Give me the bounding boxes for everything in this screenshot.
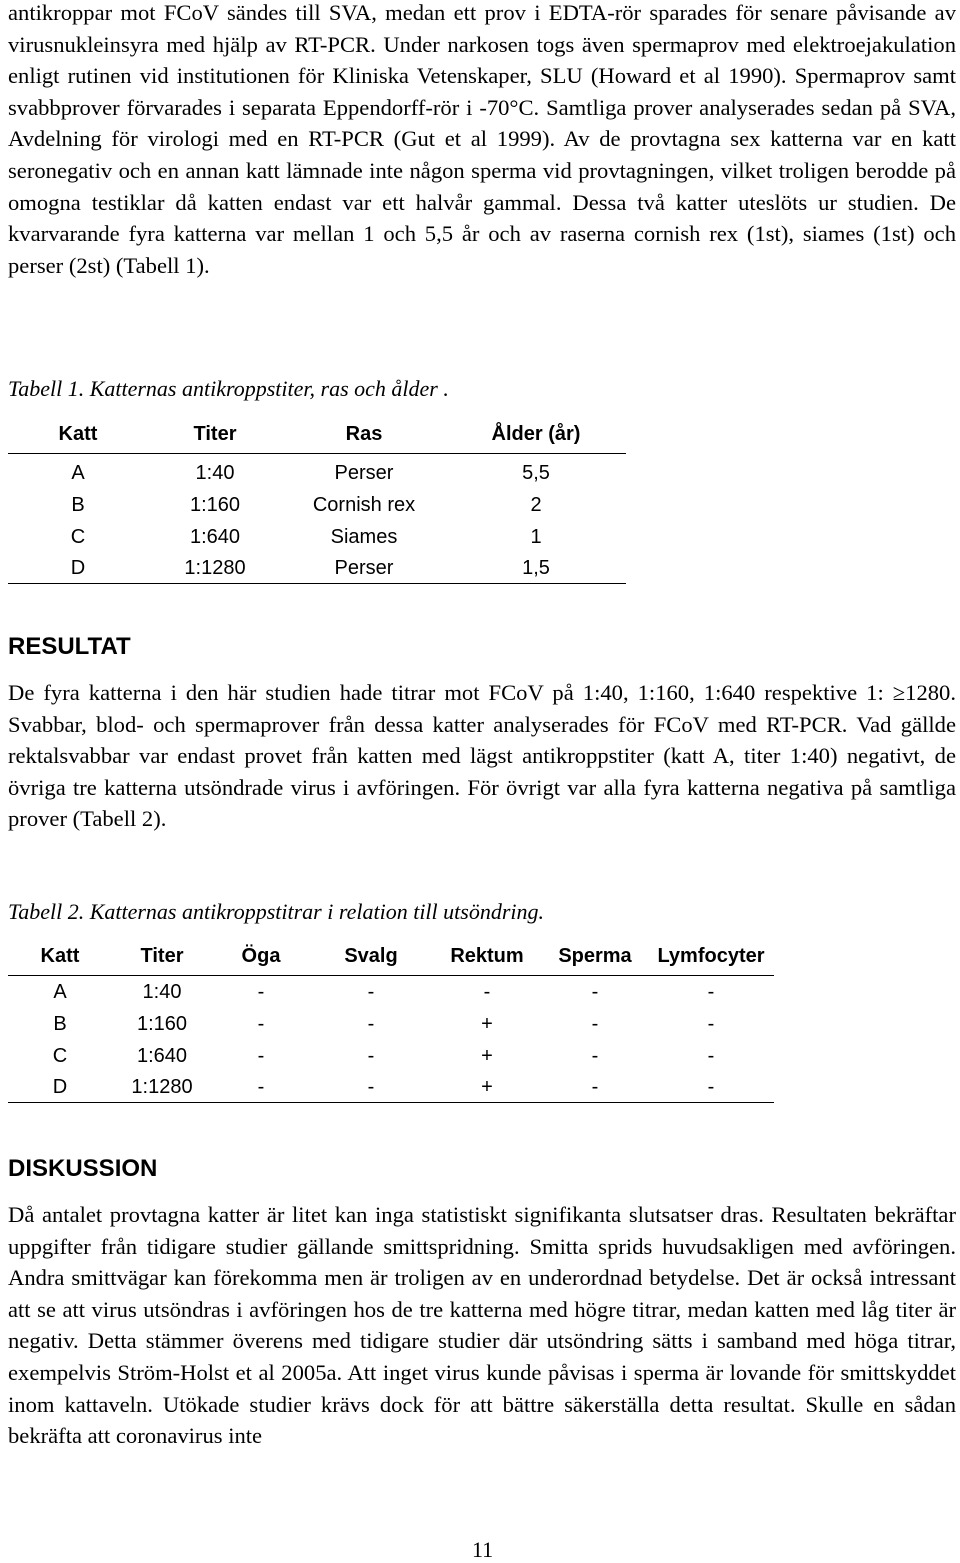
table-2-header-lymfocyter: Lymfocyter — [648, 937, 774, 976]
intro-paragraph: antikroppar mot FCoV sändes till SVA, medan ett prov i EDTA-rör sparades för senare påvisande av virusnukleinsyra med hjälp av RT-PCR. Under narkosen togs även spermaprov med elektroejakulation enligt rutinen vid institutionen för Kliniska Vetenskaper, SLU (Howard et al 1990). Spermaprov samt svabbprover förvarades i separata Eppendorff-rör i -70°C. Samtliga prover analyserades sedan på SVA, Avdelning för virologi med en RT-PCR (Gut et al 1999). Av de provtagna sex katterna var en katt seronegativ och en annan katt lämnade inte någon sperma vid provtagningen, vilket troligen berodde på omogna testiklar då katten endast var ett halvår gammal. Dessa två katter uteslöts ur studien. De kvarvarande fyra katterna var mellan 1 och 5,5 år och av raserna cornish rex (1st), siames (1st) och perser (2st) (Tabell 1). — [8, 0, 956, 278]
table-cell: Perser — [334, 461, 394, 484]
table-row — [8, 553, 626, 584]
table-cell: A — [53, 980, 67, 1003]
table-cell: - — [483, 980, 491, 1003]
table-cell: Siames — [330, 525, 398, 548]
table-cell: 1:640 — [189, 525, 241, 548]
table-cell: 2 — [530, 493, 542, 516]
table-cell: B — [71, 493, 85, 516]
table-2-header-titer: Titer — [112, 937, 212, 976]
table-cell: - — [212, 1072, 310, 1103]
table-1-header-row — [8, 415, 626, 454]
table-cell: - — [707, 1012, 715, 1035]
table-row — [8, 454, 626, 490]
table-row — [8, 1040, 774, 1072]
table-cell: 5,5 — [522, 461, 550, 484]
table-cell: - — [591, 1044, 599, 1067]
table-cell: - — [648, 1072, 774, 1103]
table-cell: - — [542, 1072, 648, 1103]
table-cell: D — [8, 1072, 112, 1103]
table-cell: 1:160 — [189, 493, 241, 516]
table-row — [8, 489, 626, 521]
table-2-header-katt: Katt — [8, 937, 112, 976]
table-cell: - — [367, 1012, 375, 1035]
discussion-heading: DISKUSSION — [8, 1155, 158, 1182]
table-2-caption: Tabell 2. Katternas antikroppstitrar i relation till utsöndring. — [8, 899, 545, 924]
table-cell: 1:40 — [195, 461, 235, 484]
table-2-header-svalg: Svalg — [310, 937, 432, 976]
table-cell: 1:160 — [136, 1012, 188, 1035]
table-1 — [8, 415, 626, 584]
table-row — [8, 1008, 774, 1040]
discussion-paragraph: Då antalet provtagna katter är litet kan inga statistiskt signifikanta slutsatser dras. Resultaten bekräftar uppgifter från tidigare studier gällande smittspridning. Smitta sprids huvudsakligen med avföringen. Andra smittvägar kan förekomma men är troligen av en underordnad betydelse. Det är också intressant att se att virus utsöndras i avföringen hos de tre katterna med högre titrar, medan katten med låg titer är negativ. Detta stämmer överens med tidigare studier där utsöndring sätts i samband med höga titrar, exempelvis Ström-Holst et al 2005a. Att inget virus kunde påvisas i sperma är lovande för smittskyddet inom kattaveln. Utökade studier krävs dock för att bättre säkerställa detta resultat. Skulle en sådan bekräfta att coronavirus inte — [8, 1202, 956, 1449]
table-1-caption: Tabell 1. Katternas antikroppstiter, ras och ålder . — [8, 376, 449, 401]
page-number: 11 — [472, 1537, 494, 1562]
table-1-header-ras: Ras — [282, 415, 446, 454]
table-cell: 1 — [530, 525, 542, 548]
table-2-header-row — [8, 937, 774, 976]
table-row — [8, 976, 774, 1009]
table-cell: 1:40 — [142, 980, 182, 1003]
table-cell: + — [481, 1012, 493, 1035]
table-cell: C — [52, 1044, 68, 1067]
table-cell: - — [707, 1044, 715, 1067]
table-cell: 1,5 — [446, 553, 626, 584]
table-cell: Perser — [282, 553, 446, 584]
table-cell: B — [53, 1012, 67, 1035]
table-1-header-titer: Titer — [148, 415, 282, 454]
table-cell: - — [707, 980, 715, 1003]
table-2-header-rektum: Rektum — [432, 937, 542, 976]
table-cell: - — [310, 1072, 432, 1103]
table-cell: - — [257, 980, 265, 1003]
results-paragraph: De fyra katterna i den här studien hade titrar mot FCoV på 1:40, 1:160, 1:640 respektive 1: ≥1280. Svabbar, blod- och spermaprover från dessa katter analyserades för FCoV med RT-PCR. Vad gällde rektalsvabbar var endast provet från katten med lägst antikroppstiter (katt A, titer 1:40) negativt, de övriga tre katterna utsöndrade virus i avföringen. För övrigt var alla fyra katterna negativa på samtliga prover (Tabell 2). — [8, 680, 956, 832]
table-1-header-alder: Ålder (år) — [446, 415, 626, 454]
table-cell: C — [70, 525, 86, 548]
table-cell: D — [8, 553, 148, 584]
table-cell: Cornish rex — [312, 493, 416, 516]
table-cell: - — [591, 1012, 599, 1035]
table-cell: - — [367, 1044, 375, 1067]
table-cell: 1:640 — [136, 1044, 188, 1067]
table-cell: - — [367, 980, 375, 1003]
table-1-header-katt: Katt — [8, 415, 148, 454]
table-cell: 1:1280 — [148, 553, 282, 584]
table-cell: A — [71, 461, 85, 484]
table-2-header-sperma: Sperma — [542, 937, 648, 976]
table-2 — [8, 937, 774, 1103]
results-heading: RESULTAT — [8, 633, 131, 660]
table-cell: - — [257, 1044, 265, 1067]
table-cell: 1:1280 — [112, 1072, 212, 1103]
table-2-header-oga: Öga — [212, 937, 310, 976]
table-cell: + — [481, 1044, 493, 1067]
table-cell: + — [432, 1072, 542, 1103]
table-cell: - — [591, 980, 599, 1003]
table-cell: - — [257, 1012, 265, 1035]
table-row — [8, 1072, 774, 1103]
table-row — [8, 521, 626, 553]
